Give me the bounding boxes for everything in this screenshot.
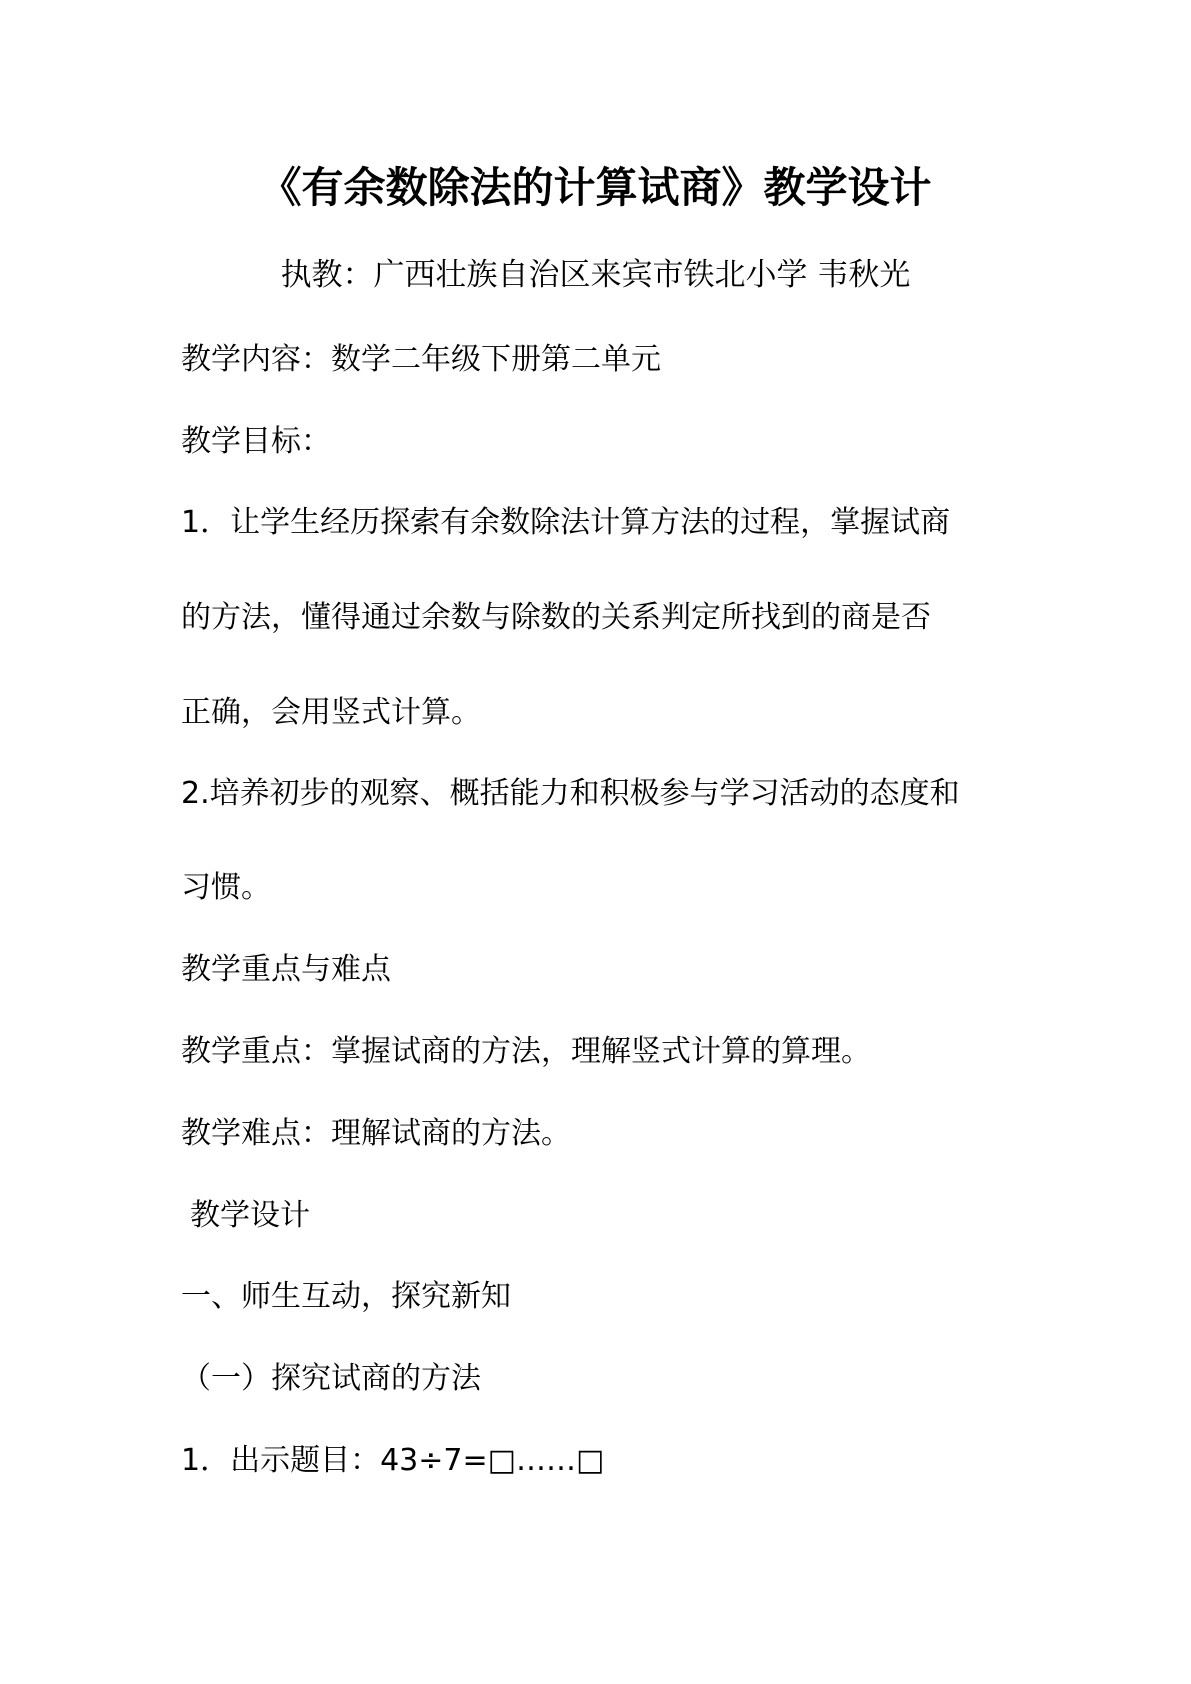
author-line: 执教：广西壮族自治区来宾市铁北小学 韦秋光 bbox=[280, 257, 911, 293]
objective-2-line-2: 习惯。 bbox=[181, 870, 271, 905]
objective-2-line-1: 2.培养初步的观察、概括能力和积极参与学习活动的态度和 bbox=[181, 776, 960, 811]
objective-1-line-3: 正确，会用竖式计算。 bbox=[181, 695, 481, 730]
document-title: 《有余数除法的计算试商》教学设计 bbox=[259, 163, 932, 212]
key-points-heading: 教学重点与难点 bbox=[181, 952, 391, 987]
subsection-1-heading: （一）探究试商的方法 bbox=[181, 1361, 481, 1396]
difficult-point: 教学难点：理解试商的方法。 bbox=[181, 1116, 571, 1151]
design-heading: 教学设计 bbox=[190, 1198, 310, 1233]
step-1: 1．出示题目：43÷7=□……□ bbox=[181, 1443, 605, 1478]
objective-1-line-1: 1．让学生经历探索有余数除法计算方法的过程，掌握试商 bbox=[181, 505, 951, 540]
objective-1-line-2: 的方法，懂得通过余数与除数的关系判定所找到的商是否 bbox=[181, 600, 931, 635]
objectives-heading: 教学目标： bbox=[181, 424, 331, 459]
section-1-heading: 一、师生互动，探究新知 bbox=[181, 1279, 511, 1314]
teaching-content: 教学内容：数学二年级下册第二单元 bbox=[181, 342, 661, 377]
key-point: 教学重点：掌握试商的方法，理解竖式计算的算理。 bbox=[181, 1034, 871, 1069]
